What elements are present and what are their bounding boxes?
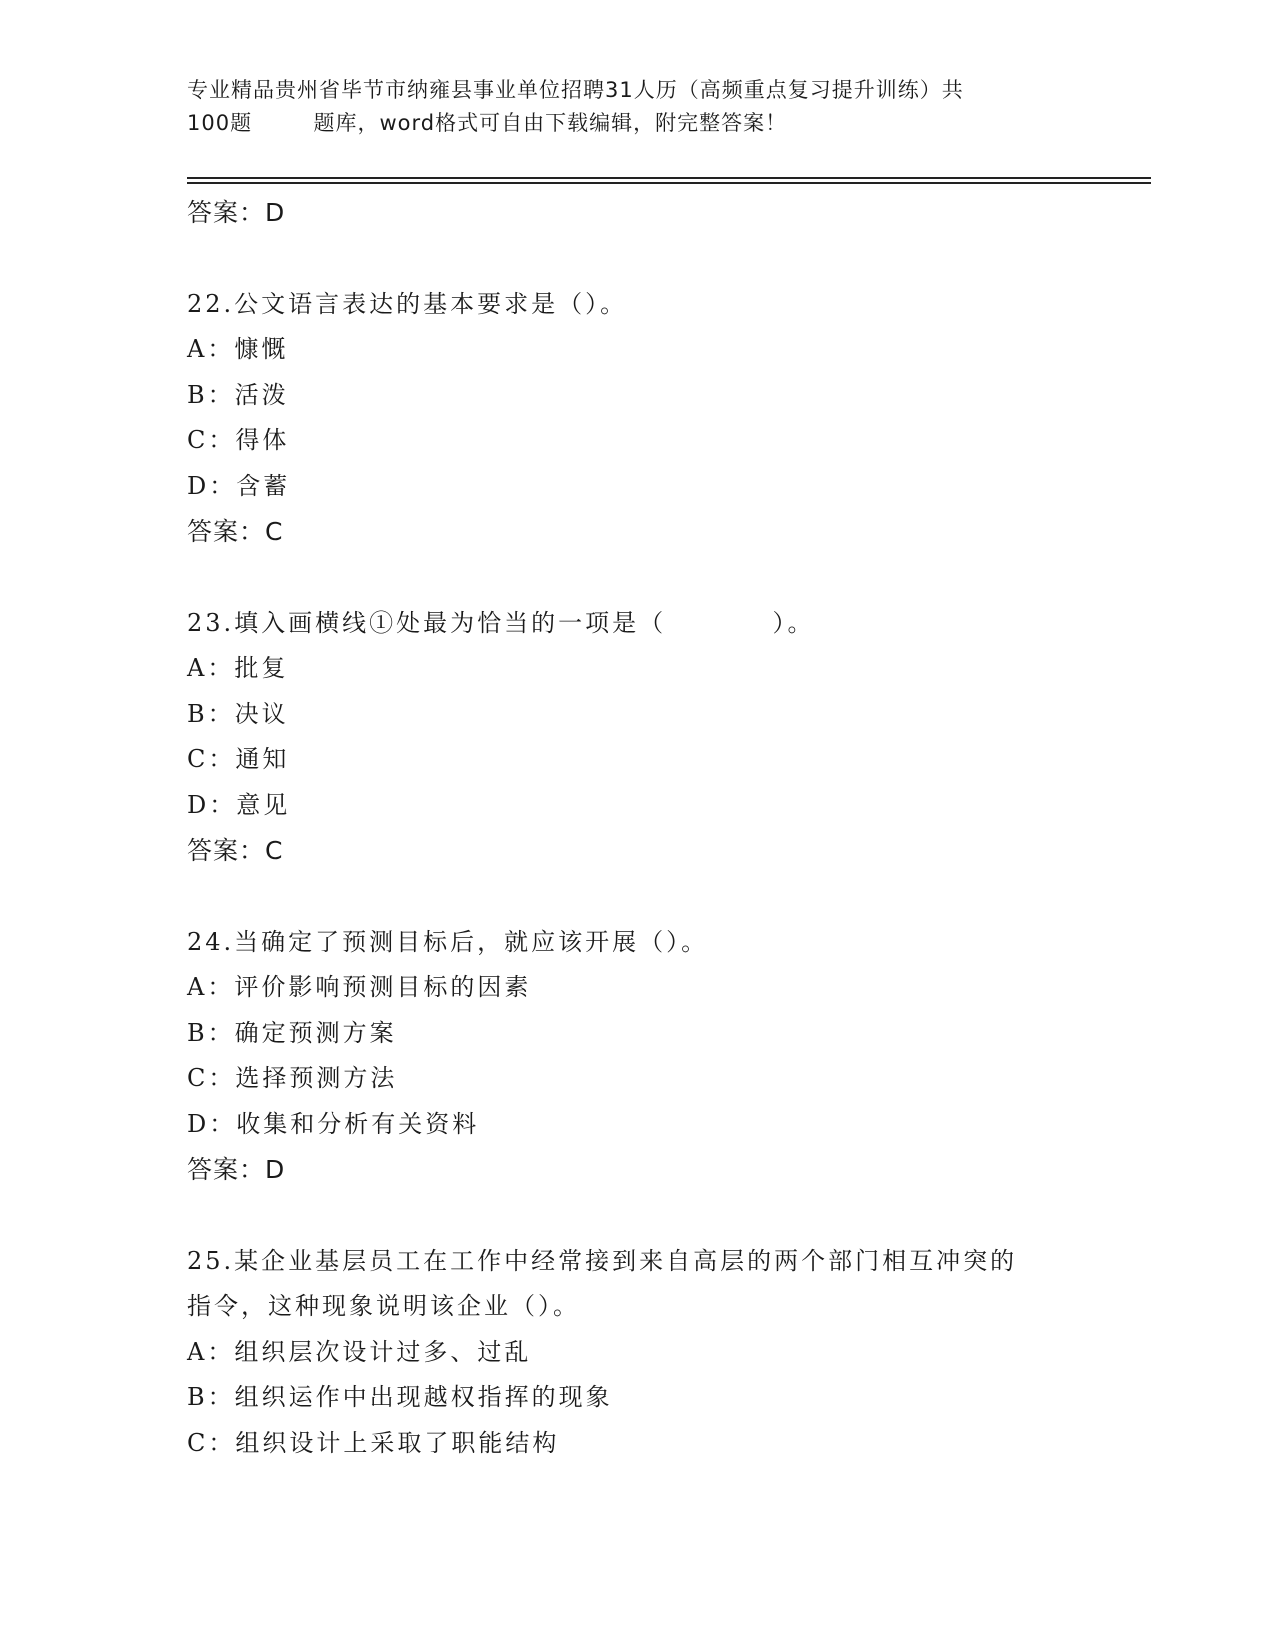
spacer [187, 1193, 1087, 1239]
option-d: D：意见 [187, 790, 291, 819]
question-stem: 22.公文语言表达的基本要求是（）。 [187, 289, 628, 318]
question-stem-line-1: 25.某企业基层员工在工作中经常接到来自高层的两个部门相互冲突的 [187, 1246, 1018, 1275]
option-b: B：组织运作中出现越权指挥的现象 [187, 1383, 613, 1411]
answer: 答案：D [187, 1155, 286, 1184]
question-stem: 24.当确定了预测目标后，就应该开展（）。 [187, 927, 709, 956]
question-stem: 23.填入画横线①处最为恰当的一项是（ ）。 [187, 608, 815, 637]
option-a: A：组织层次设计过多、过乱 [187, 1337, 532, 1366]
header-divider-bottom [187, 182, 1151, 184]
option-d: D：含蓄 [187, 471, 291, 500]
spacer [187, 236, 1087, 282]
question-stem-line-2: 指令，这种现象说明该企业（）。 [187, 1292, 580, 1320]
question-22 [187, 282, 1087, 555]
option-d: D：收集和分析有关资料 [187, 1109, 480, 1138]
option-b: B：决议 [187, 699, 289, 728]
question-list [187, 190, 1087, 1466]
answer: 答案：C [187, 836, 284, 865]
option-a: A：批复 [187, 654, 289, 682]
header-title-line-2: 100题 题库，word格式可自由下载编辑，附完整答案！ [187, 111, 788, 135]
answer: 答案：C [187, 517, 284, 546]
option-c: C：得体 [187, 426, 290, 454]
option-c: C：选择预测方法 [187, 1064, 398, 1092]
question-23 [187, 601, 1087, 874]
spacer [187, 555, 1087, 601]
option-c: C：组织设计上采取了职能结构 [187, 1428, 560, 1457]
spacer [187, 874, 1087, 920]
question-25 [187, 1239, 1087, 1467]
header-divider-top [187, 177, 1151, 179]
header-title-line-1: 专业精品贵州省毕节市纳雍县事业单位招聘31人历（高频重点复习提升训练）共 [187, 78, 964, 102]
question-24 [187, 920, 1087, 1193]
page-header [187, 74, 1087, 140]
option-c: C：通知 [187, 745, 290, 773]
option-a: A：慷慨 [187, 335, 289, 363]
option-b: B：活泼 [187, 380, 289, 409]
option-a: A：评价影响预测目标的因素 [187, 973, 532, 1001]
option-b: B：确定预测方案 [187, 1018, 397, 1047]
previous-answer: 答案：D [187, 198, 286, 227]
